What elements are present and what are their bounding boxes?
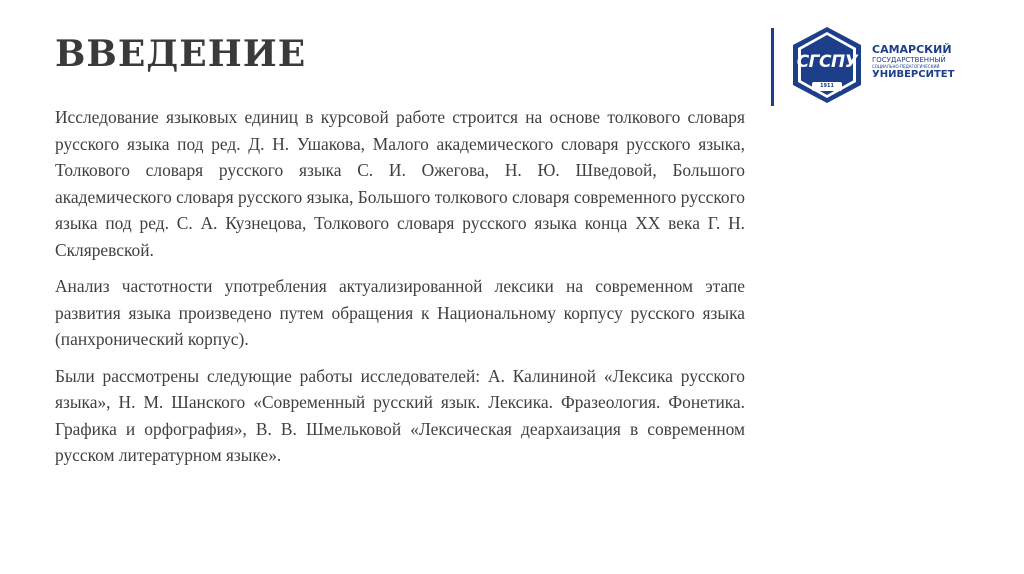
university-name [872, 44, 954, 80]
university-logo-emblem [790, 25, 864, 105]
logo-abbreviation: СГСПУ [796, 52, 858, 72]
university-name-line-2: ГОСУДАРСТВЕННЫЙ [872, 56, 946, 64]
university-name-line-4: УНИВЕРСИТЕТ [872, 69, 955, 80]
paragraph-works-reviewed: Были рассмотрены следующие работы исследователей: А. Калининой «Лексика русского языка», Н. М. Шанского «Современный русский язык. Лексика. Фразеология. Фонетика. Графика и орфография», В. В. Шмельковой «Лексическая деархаизация в современном русском литературном языке». [55, 365, 745, 465]
university-name-line-3: СОЦИАЛЬНО-ПЕДАГОГИЧЕСКИЙ [872, 64, 940, 69]
paragraph-sources: Исследование языковых единиц в курсовой работе строится на основе толкового словаря русского языка под ред. Д. Н. Ушакова, Малого академического словаря русского языка, Толкового словаря русского языка С. И. Ожегова, Н. Ю. Шведовой, Большого академического словаря русского языка, Большого толкового словаря современного русского языка под ред. С. А. Кузнецова, Толкового словаря русского языка конца XX века Г. Н. Скляревской. [55, 107, 745, 260]
logo-divider [771, 28, 774, 106]
logo-year: 1911 [820, 83, 834, 89]
paragraph-frequency-analysis: Анализ частотности употребления актуализированной лексики на современном этапе развития языка произведено путем обращения к Национальному корпусу русского языка (панхронический корпус). [55, 276, 745, 349]
university-name-line-1: САМАРСКИЙ [872, 43, 952, 56]
slide-title: ВВЕДЕНИЕ [55, 33, 307, 75]
slide-body [55, 104, 745, 479]
